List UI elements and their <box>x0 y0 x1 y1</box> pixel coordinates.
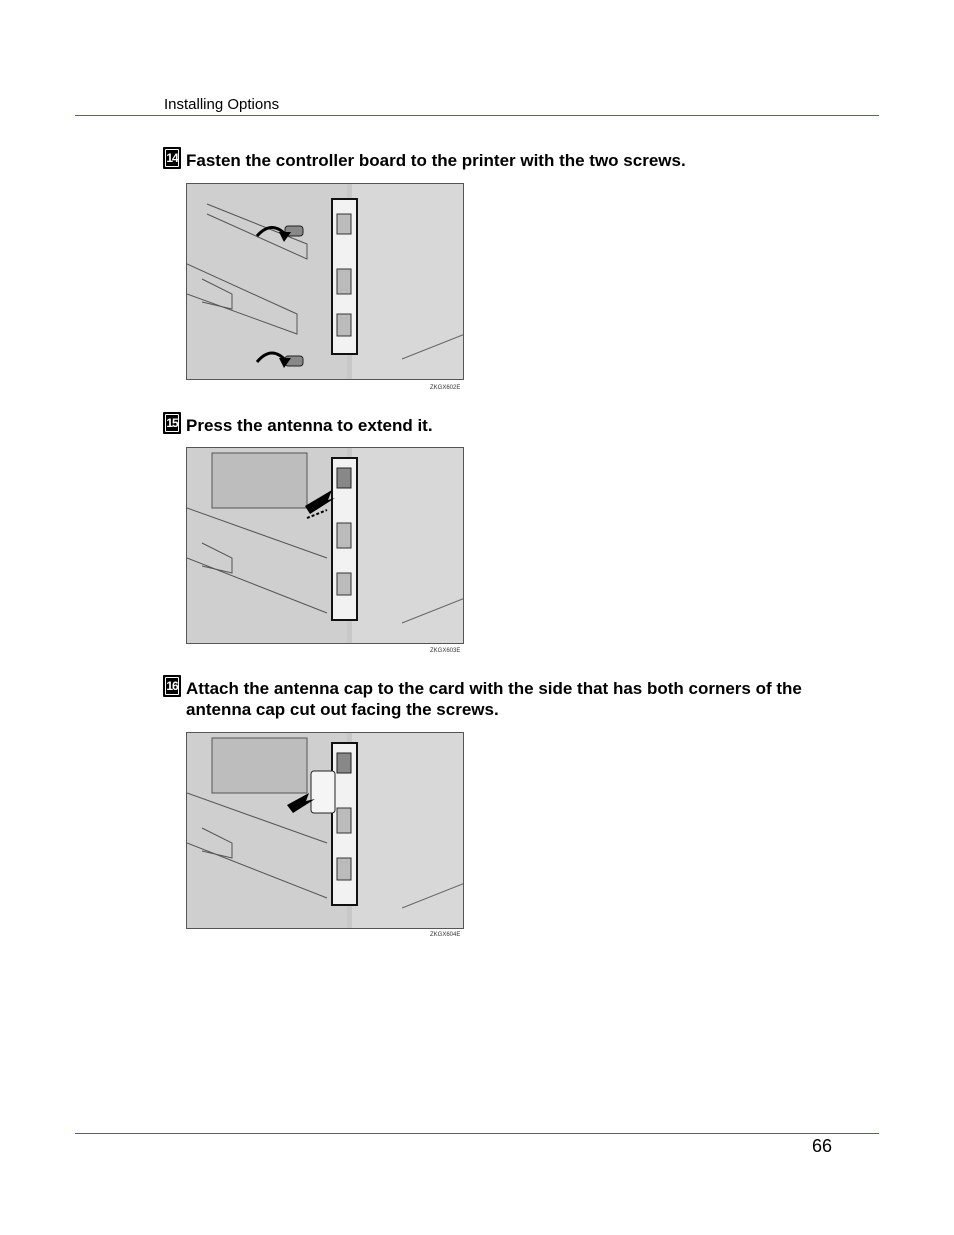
printer-illustration <box>187 184 464 380</box>
header-rule <box>75 115 879 116</box>
page-number: 66 <box>812 1136 833 1156</box>
step-15-badge: 15 <box>163 412 181 434</box>
step-16-figure-code: ZKGX604E <box>430 932 461 938</box>
page-header-title: Installing Options <box>164 96 280 113</box>
step-15-instruction: Press the antenna to extend it. <box>186 416 433 435</box>
step-14-figure-code: ZKGX602E <box>430 385 461 391</box>
step-16-badge: 16 <box>163 675 181 697</box>
step-15-figure-code: ZKGX603E <box>430 648 461 654</box>
step-14-instruction: Fasten the controller board to the printer with the two screws. <box>186 151 686 170</box>
step-16-illustration <box>186 732 464 929</box>
step-14-illustration <box>186 183 464 380</box>
printer-illustration <box>187 448 464 644</box>
step-14-badge: 14 <box>163 147 181 169</box>
footer-rule <box>75 1133 879 1134</box>
printer-illustration <box>187 733 464 929</box>
step-15-illustration <box>186 447 464 644</box>
step-16-instruction: Attach the antenna cap to the card with the side that has both corners of the antenna cap cut out facing the screws. <box>186 679 802 719</box>
